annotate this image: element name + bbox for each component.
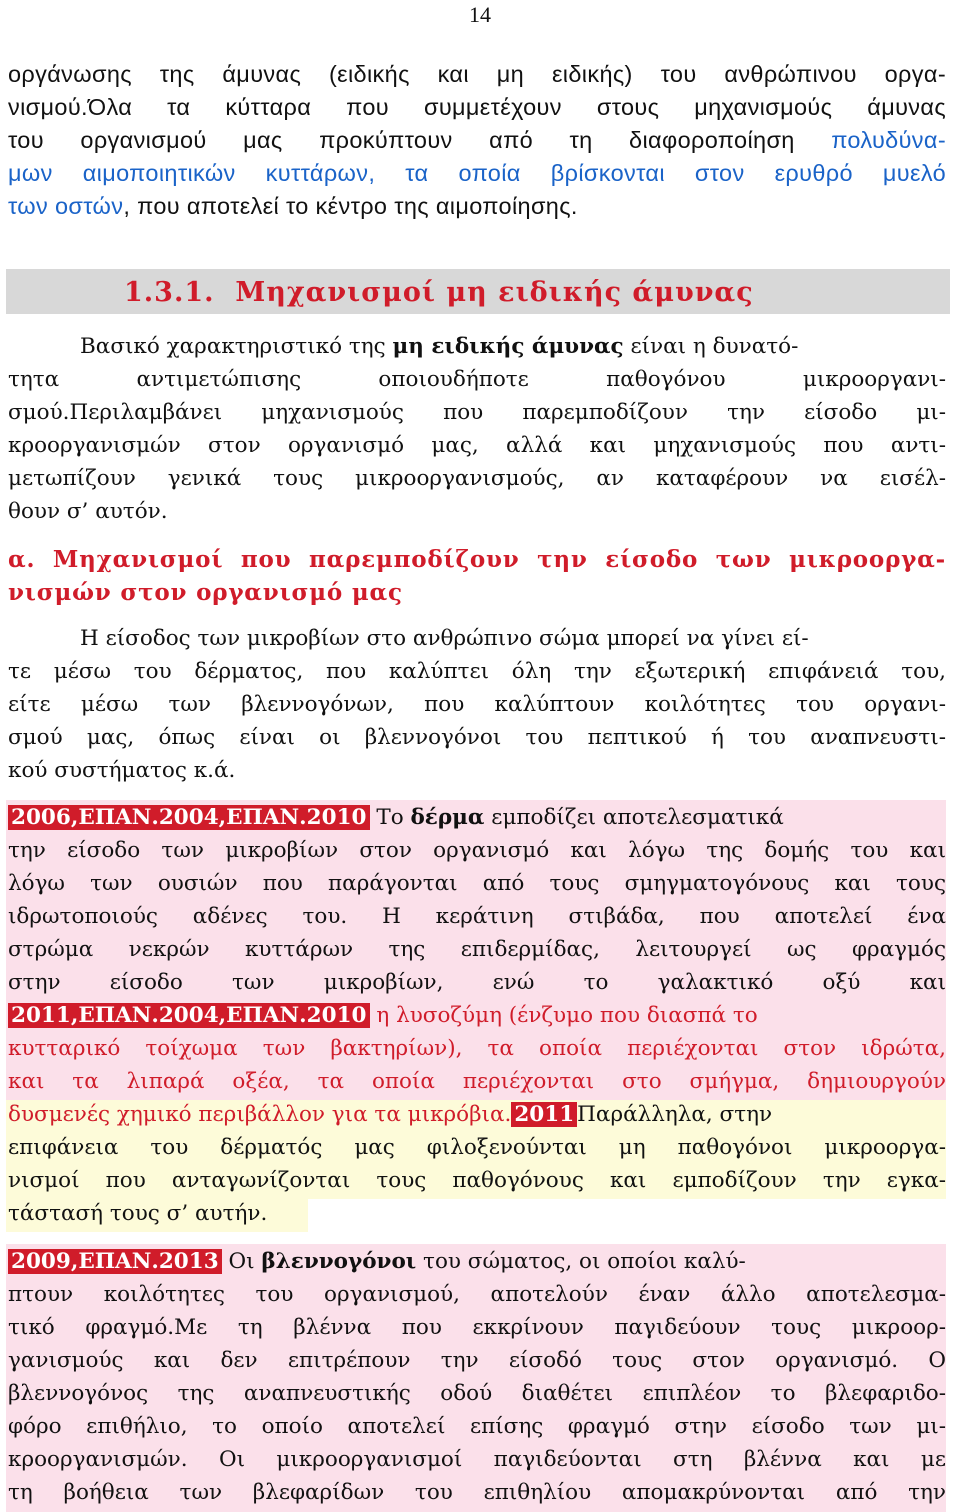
p3-line-6: στην είσοδο των μικροβίων, ενώ το γαλακτικό οξύ και <box>8 970 946 995</box>
exam-year-badge: 2011 <box>511 1102 577 1127</box>
p4-line-8: τη βοήθεια των βλεφαρίδων του επιθηλίου απομακρύνονται από την <box>8 1480 946 1505</box>
exam-year-badge: 2009,ΕΠΑΝ.2013 <box>8 1249 222 1274</box>
p4-line-1: 2009,ΕΠΑΝ.2013 Οι βλεννογόνοι του σώματος, οι οποίοι καλύ- <box>8 1245 946 1278</box>
p2-line-1: Η είσοδος των μικροβίων στο ανθρώπινο σώμα μπορεί να γίνει εί- <box>80 626 809 651</box>
p1-line-2: τητα αντιμετώπισης οποιουδήποτε παθογόνου μικροοργανι- <box>8 367 946 392</box>
p3-line-4: ιδρωτοποιούς αδένες του. Η κεράτινη στιβάδα, που αποτελεί ένα <box>8 904 946 929</box>
intro-line-2: νισμού.Όλα τα κύτταρα που συμμετέχουν στους μηχανισμούς άμυνας <box>8 94 946 120</box>
section-heading <box>124 271 754 313</box>
intro-line-4: μων αιμοποιητικών κυττάρων, τα οποία βρίσκονται στον ερυθρό μυελό <box>8 160 946 186</box>
subsection-a-line-1: α. Μηχανισμοί που παρεμποδίζουν την είσοδο των μικροοργα- <box>8 546 946 573</box>
p4-line-4: γανισμούς και δεν επιτρέπουν την είσοδό τους στον οργανισμό. Ο <box>8 1348 946 1373</box>
p3-line-2: την είσοδο των μικροβίων στον οργανισμό και λόγω της δομής του και <box>8 838 946 863</box>
section-title: Μηχανισμοί μη ειδικής άμυνας <box>235 277 754 308</box>
page-number: 14 <box>469 2 491 27</box>
p3-line-10: δυσμενές χημικό περιβάλλον για τα μικρόβια. 2011 Παράλληλα, στην <box>8 1102 773 1127</box>
p3-line-11: επιφάνεια του δέρματός μας φιλοξενούνται μη παθογόνοι μικροοργα- <box>8 1135 946 1160</box>
highlight-term: πολυδύνα- <box>831 127 946 153</box>
term-bold: μη ειδικής άμυνας <box>392 334 624 359</box>
exam-year-badge: 2006,ΕΠΑΝ.2004,ΕΠΑΝ.2010 <box>8 805 370 830</box>
p3-line-9: και τα λιπαρά οξέα, τα οποία περιέχονται στο σμήγμα, δημιουργούν <box>8 1069 946 1094</box>
p4-line-6: φόρο επιθήλιο, το οποίο αποτελεί επίσης φραγμό στην είσοδο των μι- <box>8 1414 946 1439</box>
p2-line-3: είτε μέσω των βλεννογόνων, που καλύπτουν κοιλότητες του οργανι- <box>8 692 946 717</box>
intro-line-1: οργάνωσης της άμυνας (ειδικής και μη ειδικής) του ανθρώπινου οργα- <box>8 61 946 87</box>
p3-line-8: κυτταρικό τοίχωμα των βακτηρίων), τα οποία περιέχονται στον ιδρώτα, <box>8 1036 946 1061</box>
p1-line-6: θουν σ’ αυτόν. <box>8 499 168 524</box>
intro-line-3: του οργανισμού μας προκύπτουν από τη διαφοροποίηση πολυδύνα- <box>8 127 946 153</box>
p3-line-13: τάστασή τους σ’ αυτήν. <box>8 1201 268 1226</box>
p4-line-2: πτουν κοιλότητες του οργανισμού, αποτελούν έναν άλλο αποτελεσμα- <box>8 1282 946 1307</box>
p2-line-4: σμού μας, όπως είναι οι βλεννογόνοι του πεπτικού ή του αναπνευστι- <box>8 725 946 750</box>
p2-line-2: τε μέσω του δέρματος, που καλύπτει όλη την εξωτερική επιφάνειά του, <box>8 659 946 684</box>
p4-line-5: βλεννογόνος της αναπνευστικής οδού διαθέτει επιπλέον το βλεφαριδο- <box>8 1381 946 1406</box>
p1-line-3: σμού.Περιλαμβάνει μηχανισμούς που παρεμποδίζουν την είσοδο μι- <box>8 400 946 425</box>
intro-line-5: των οστών, που αποτελεί το κέντρο της αιμοποίησης. <box>8 193 578 219</box>
p3-line-3: λόγω των ουσιών που παράγονται από τους σμηγματογόνους και τους <box>8 871 946 896</box>
p1-line-1: Βασικό χαρακτηριστικό της μη ειδικής άμυνας είναι η δυνατό- <box>80 334 799 359</box>
p3-line-12: νισμοί που ανταγωνίζονται τους παθογόνους και εμποδίζουν την εγκα- <box>8 1168 946 1193</box>
subsection-a-line-2: νισμών στον οργανισμό μας <box>8 579 403 606</box>
highlight-term: των οστών <box>8 193 124 219</box>
p3-line-7: 2011,ΕΠΑΝ.2004,ΕΠΑΝ.2010 η λυσοζύμη (ένζυμο που διασπά το <box>8 999 946 1032</box>
p1-line-4: κροοργανισμών στον οργανισμό μας, αλλά και μηχανισμούς που αντι- <box>8 433 946 458</box>
p4-line-3: τικό φραγμό.Με τη βλέννα που εκκρίνουν παγιδεύουν τους μικροορ- <box>8 1315 946 1340</box>
p3-line-1: 2006,ΕΠΑΝ.2004,ΕΠΑΝ.2010 Το δέρμα εμποδίζει αποτελεσματικά <box>8 801 946 834</box>
section-number: 1.3.1. <box>124 277 215 308</box>
p2-line-5: κού συστήματος κ.ά. <box>8 758 236 783</box>
p3-line-5: στρώμα νεκρών κυττάρων της επιδερμίδας, λειτουργεί ως φραγμός <box>8 937 946 962</box>
term-bold: δέρμα <box>410 805 485 830</box>
exam-year-badge: 2011,ΕΠΑΝ.2004,ΕΠΑΝ.2010 <box>8 1003 370 1028</box>
p1-line-5: μετωπίζουν γενικά τους μικροοργανισμούς, αν καταφέρουν να εισέλ- <box>8 466 946 491</box>
p4-line-7: κροοργανισμών. Οι μικροοργανισμοί παγιδεύονται στη βλέννα και με <box>8 1447 946 1472</box>
term-bold: βλεννογόνοι <box>261 1249 417 1274</box>
